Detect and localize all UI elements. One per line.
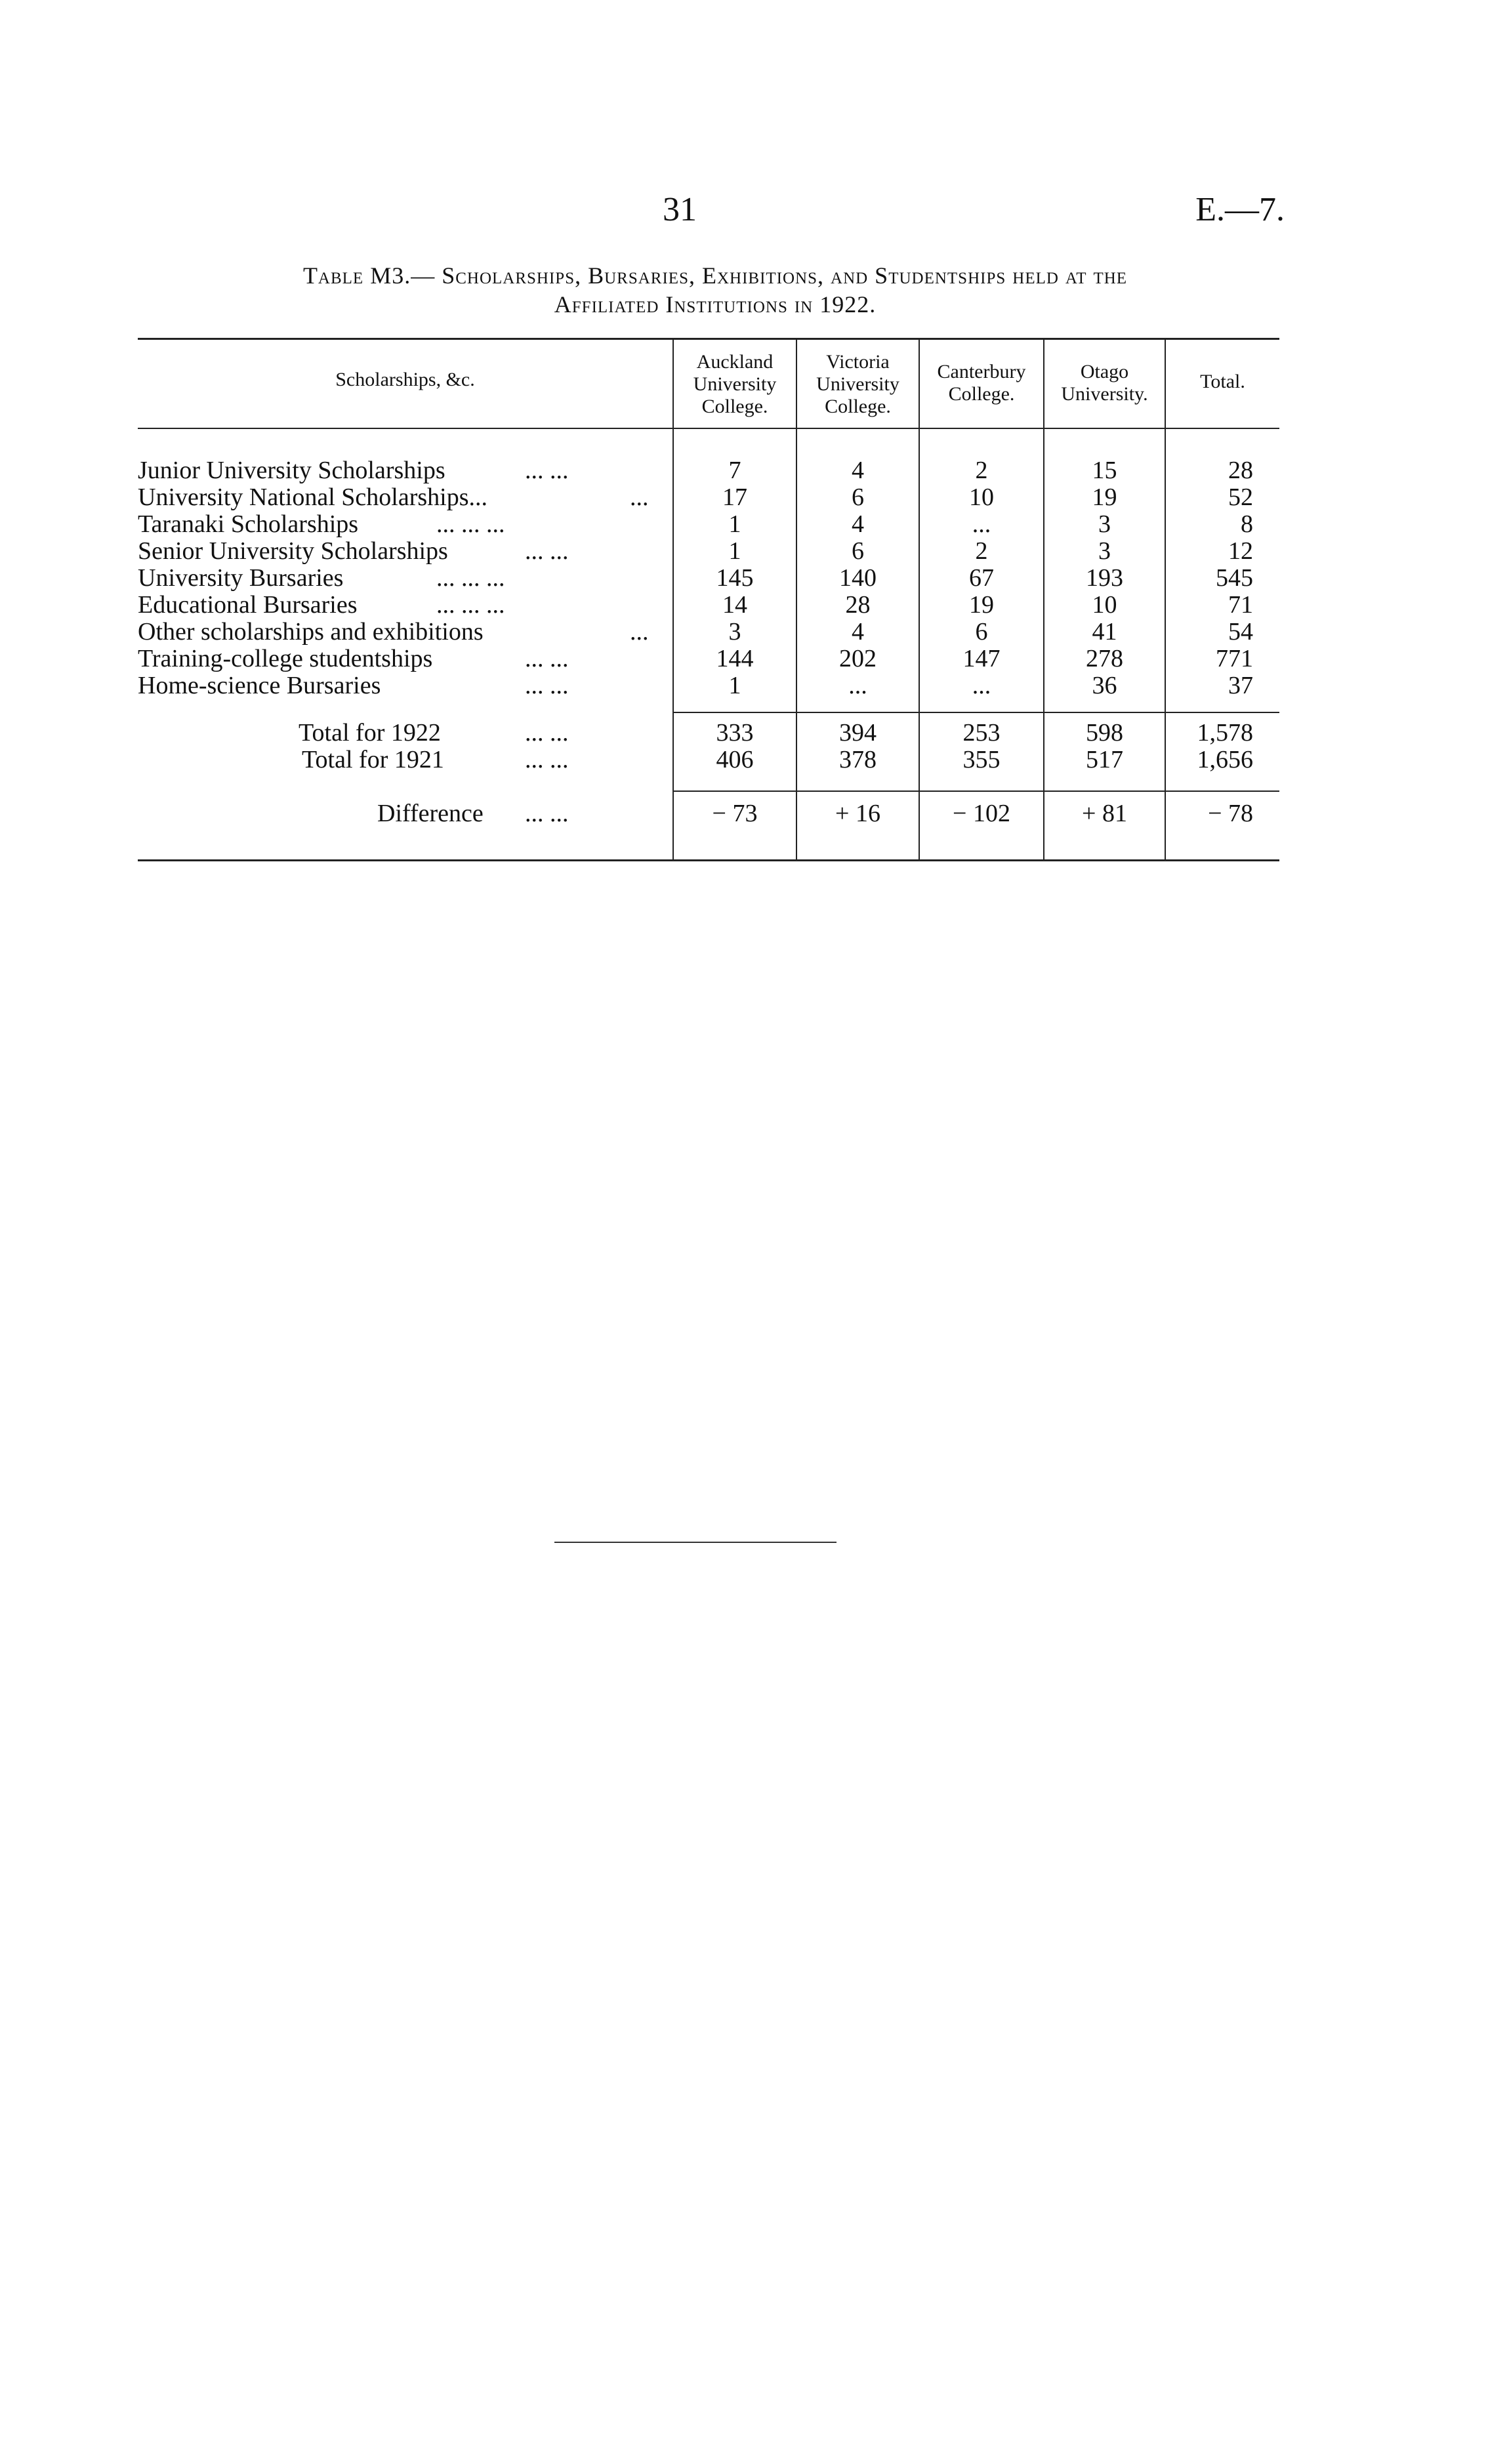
cell-total: 28 [1228,457,1253,484]
cell-canterbury: 6 [975,618,988,646]
cell-auckland: 144 [716,645,754,672]
cell-canterbury: 355 [962,746,1001,773]
row-label: Senior University Scholarships [138,537,448,565]
table-row [138,538,1279,565]
closing-rule [554,1542,837,1543]
cell-victoria: 4 [852,510,864,538]
header-auckland [674,351,796,418]
cell-auckland: 1 [728,510,741,538]
cell-otago: 278 [1086,645,1123,672]
header-auckland-line-2: University [693,373,777,395]
cell-total: 8 [1241,510,1253,538]
header-otago-line-1: Otago [1080,361,1129,382]
table-row [138,511,1279,538]
row-label: University National Scholarships... [138,483,487,511]
header-stub: Scholarships, &c. [335,369,475,390]
document-code: E.—7. [1195,191,1285,228]
cell-auckland: 406 [716,746,754,773]
row-leaders: ... ... [525,672,569,699]
row-leaders: ... ... ... [436,591,505,619]
header-canterbury-line-1: Canterbury [937,361,1026,382]
header-otago [1044,361,1165,405]
difference-row [138,800,1279,827]
cell-otago: 193 [1086,564,1123,592]
cell-total: 37 [1228,672,1253,699]
cell-auckland: 1 [728,672,741,699]
table-row [138,484,1279,511]
row-leaders: ... [630,483,649,511]
cell-canterbury: 19 [969,591,994,619]
cell-canterbury: 147 [962,645,1001,672]
cell-auckland: 14 [722,591,747,619]
cell-victoria: 6 [852,483,864,511]
cell-canterbury: 253 [962,719,1001,747]
cell-otago: 41 [1092,618,1117,646]
table-row [138,646,1279,672]
row-label: Taranaki Scholarships [138,510,359,538]
table-row [138,457,1279,484]
cell-victoria: 378 [839,746,877,773]
table-bottom-rule [138,859,1279,861]
cell-otago: 3 [1098,537,1111,565]
cell-canterbury: 2 [975,457,988,484]
cell-canterbury: 2 [975,537,988,565]
row-label: Educational Bursaries [138,591,358,619]
cell-total: 12 [1228,537,1253,565]
cell-otago: 19 [1092,483,1117,511]
cell-auckland: 1 [728,537,741,565]
total-row-1921 [138,747,1279,773]
header-auckland-line-1: Auckland [696,351,774,373]
cell-total: 1,656 [1197,746,1253,773]
header-victoria-line-2: University [816,373,899,395]
row-label: Home-science Bursaries [138,672,381,699]
cell-otago: 36 [1092,672,1117,699]
cell-victoria: 4 [852,457,864,484]
cell-canterbury: ... [972,672,991,699]
header-canterbury-line-2: College. [948,383,1015,405]
cell-victoria: 394 [839,719,877,747]
header-canterbury [920,361,1043,405]
cell-total: 1,578 [1197,719,1253,747]
table-row [138,619,1279,646]
cell-otago: 598 [1086,719,1123,747]
row-label: Other scholarships and exhibitions [138,618,484,646]
header-victoria [797,351,919,418]
cell-otago: 10 [1092,591,1117,619]
cell-victoria: ... [848,672,867,699]
header-otago-line-2: University. [1061,383,1148,405]
cell-auckland: − 73 [712,800,758,827]
cell-otago: 3 [1098,510,1111,538]
row-leaders: ... ... [525,457,569,484]
table-title-line-1: Table M3.— Scholarships, Bursaries, Exhibitions, and Studentships held at the [302,262,1128,289]
cell-canterbury: ... [972,510,991,538]
cell-total: 52 [1228,483,1253,511]
row-leaders: ... [630,618,649,646]
cell-victoria: 6 [852,537,864,565]
row-label: Junior University Scholarships [138,457,445,484]
cell-auckland: 3 [728,618,741,646]
header-victoria-line-3: College. [825,396,891,417]
cell-victoria: 140 [839,564,877,592]
cell-total: 54 [1228,618,1253,646]
cell-total: 771 [1216,645,1253,672]
table-title [184,261,1247,319]
cell-victoria: 4 [852,618,864,646]
header-bottom-rule [138,428,1279,429]
row-leaders: ... ... ... [436,510,505,538]
cell-total: − 78 [1208,800,1253,827]
table-top-rule [138,338,1279,340]
total-row-1922 [138,720,1279,747]
table-row [138,592,1279,619]
cell-victoria: + 16 [835,800,880,827]
cell-total: 545 [1216,564,1253,592]
cell-victoria: 202 [839,645,877,672]
row-leaders: ... ... ... [436,564,505,592]
header-victoria-line-1: Victoria [826,351,890,373]
header-auckland-line-3: College. [701,396,768,417]
totals-top-rule [672,712,1279,713]
page-number: 31 [663,191,697,228]
table-row [138,672,1279,699]
row-label: University Bursaries [138,564,344,592]
table-row [138,565,1279,592]
cell-auckland: 333 [716,719,754,747]
cell-canterbury: − 102 [953,800,1010,827]
row-leaders: ... ... [525,645,569,672]
difference-top-rule [672,791,1279,792]
row-label: Difference [377,800,484,827]
row-label: Training-college studentships [138,645,433,672]
cell-otago: 517 [1086,746,1123,773]
cell-victoria: 28 [845,591,871,619]
row-leaders: ... ... [525,719,569,747]
cell-canterbury: 10 [969,483,994,511]
header-total: Total. [1200,371,1245,392]
cell-otago: + 81 [1082,800,1127,827]
row-leaders: ... ... [525,746,569,773]
cell-otago: 15 [1092,457,1117,484]
row-label: Total for 1922 [299,719,441,747]
table-title-line-2: Affiliated Institutions in 1922. [554,291,877,318]
cell-canterbury: 67 [969,564,994,592]
cell-auckland: 7 [728,457,741,484]
cell-total: 71 [1228,591,1253,619]
row-leaders: ... ... [525,537,569,565]
cell-auckland: 145 [716,564,754,592]
row-leaders: ... ... [525,800,569,827]
row-label: Total for 1921 [302,746,444,773]
cell-auckland: 17 [722,483,747,511]
